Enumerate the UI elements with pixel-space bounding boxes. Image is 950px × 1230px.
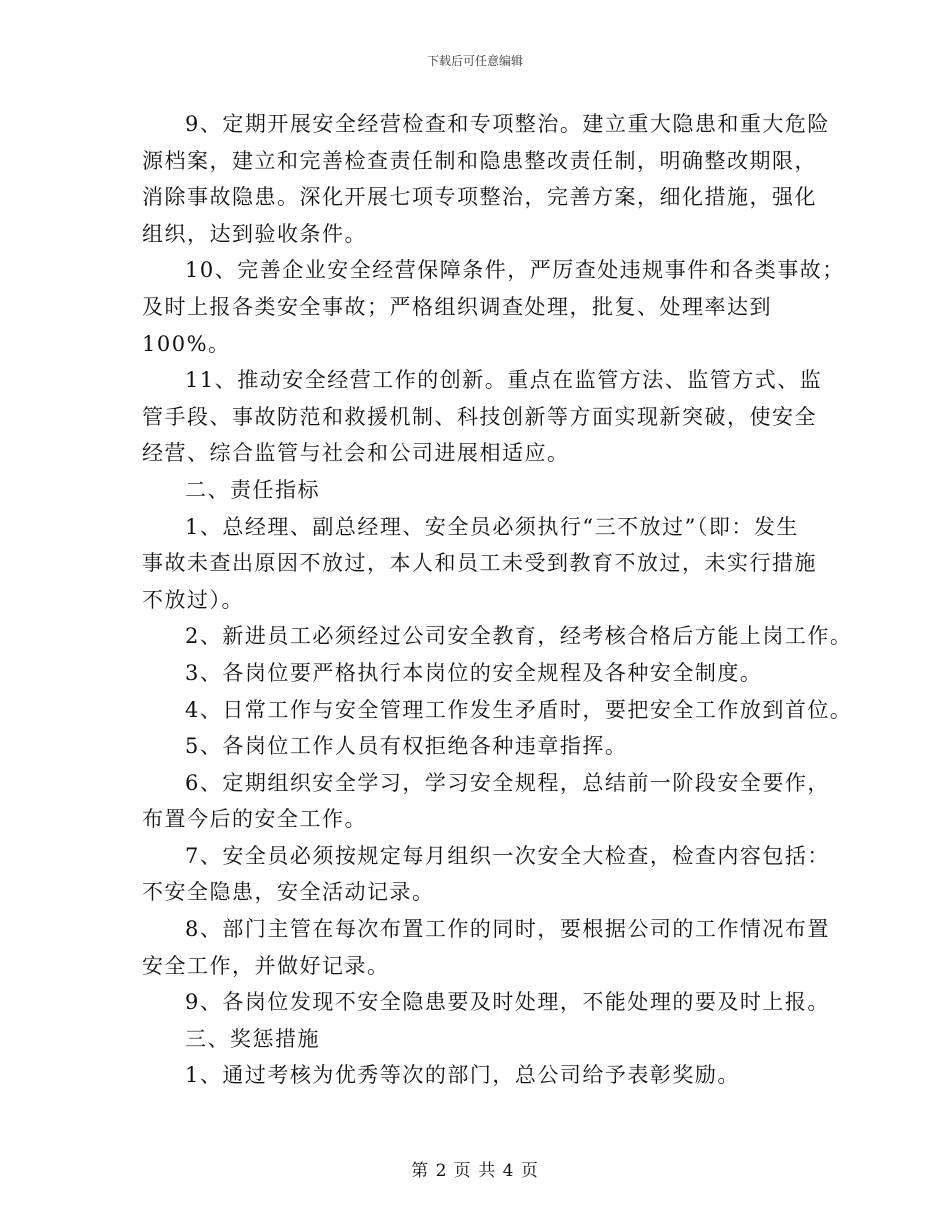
paragraph-line: 不放过）。 bbox=[142, 587, 244, 612]
paragraph-line: 2、新进员工必须经过公司安全教育，经考核合格后方能上岗工作。 bbox=[185, 624, 853, 649]
page-header-note: 下载后可任意编辑 bbox=[426, 54, 523, 68]
paragraph-line: 8、部门主管在每次布置工作的同时，要根据公司的工作情况布置 bbox=[185, 917, 830, 942]
paragraph-line: 源档案，建立和完善检查责任制和隐患整改责任制，明确整改期限， bbox=[142, 148, 817, 173]
paragraph-line: 经营、综合监管与社会和公司进展相适应。 bbox=[142, 441, 570, 466]
paragraph-line: 4、日常工作与安全管理工作发生矛盾时，要把安全工作放到首位。 bbox=[185, 697, 853, 722]
paragraph-line: 1、总经理、副总经理、安全员必须执行“三不放过”（即：发生 bbox=[185, 514, 799, 539]
paragraph-line: 3、各岗位要严格执行本岗位的安全规程及各种安全制度。 bbox=[185, 660, 763, 685]
paragraph-line: 6、定期组织安全学习，学习安全规程，总结前一阶段安全要作， bbox=[185, 770, 830, 795]
paragraph-line: 9、定期开展安全经营检查和专项整治。建立重大隐患和重大危险 bbox=[185, 112, 830, 136]
paragraph-line: 组织，达到验收条件。 bbox=[142, 221, 367, 246]
paragraph-line: 事故未查出原因不放过，本人和员工未受到教育不放过，未实行措施 bbox=[142, 551, 817, 576]
paragraph-line: 及时上报各类安全事故；严格组织调查处理，批复、处理率达到 bbox=[142, 294, 772, 319]
paragraph-line: 1、通过考核为优秀等次的部门，总公司给予表彰奖励。 bbox=[185, 1063, 740, 1088]
paragraph-line: 11、推动安全经营工作的创新。重点在监管方法、监管方式、监 bbox=[185, 368, 823, 393]
document-body bbox=[142, 110, 853, 1098]
paragraph-line: 安全工作，并做好记录。 bbox=[142, 953, 390, 978]
paragraph-line: 不安全隐患，安全活动记录。 bbox=[142, 880, 435, 905]
page-number-footer: 第 2 页 共 4 页 bbox=[411, 1161, 539, 1181]
section-heading: 三、奖惩措施 bbox=[185, 1026, 320, 1051]
paragraph-line: 10、完善企业安全经营保障条件，严厉查处违规事件和各类事故； bbox=[185, 258, 845, 283]
paragraph-line: 9、各岗位发现不安全隐患要及时处理，不能处理的要及时上报。 bbox=[185, 990, 830, 1015]
paragraph-line: 100%。 bbox=[142, 331, 231, 356]
paragraph-line: 7、安全员必须按规定每月组织一次安全大检查，检查内容包括： bbox=[185, 843, 830, 868]
section-heading: 二、责任指标 bbox=[185, 477, 320, 502]
paragraph-line: 管手段、事故防范和救援机制、科技创新等方面实现新突破，使安全 bbox=[142, 404, 817, 429]
paragraph-line: 5、各岗位工作人员有权拒绝各种违章指挥。 bbox=[185, 734, 628, 759]
paragraph-line: 消除事故隐患。深化开展七项专项整治，完善方案，细化措施，强化 bbox=[142, 185, 817, 210]
paragraph-line: 布置今后的安全工作。 bbox=[142, 807, 367, 832]
